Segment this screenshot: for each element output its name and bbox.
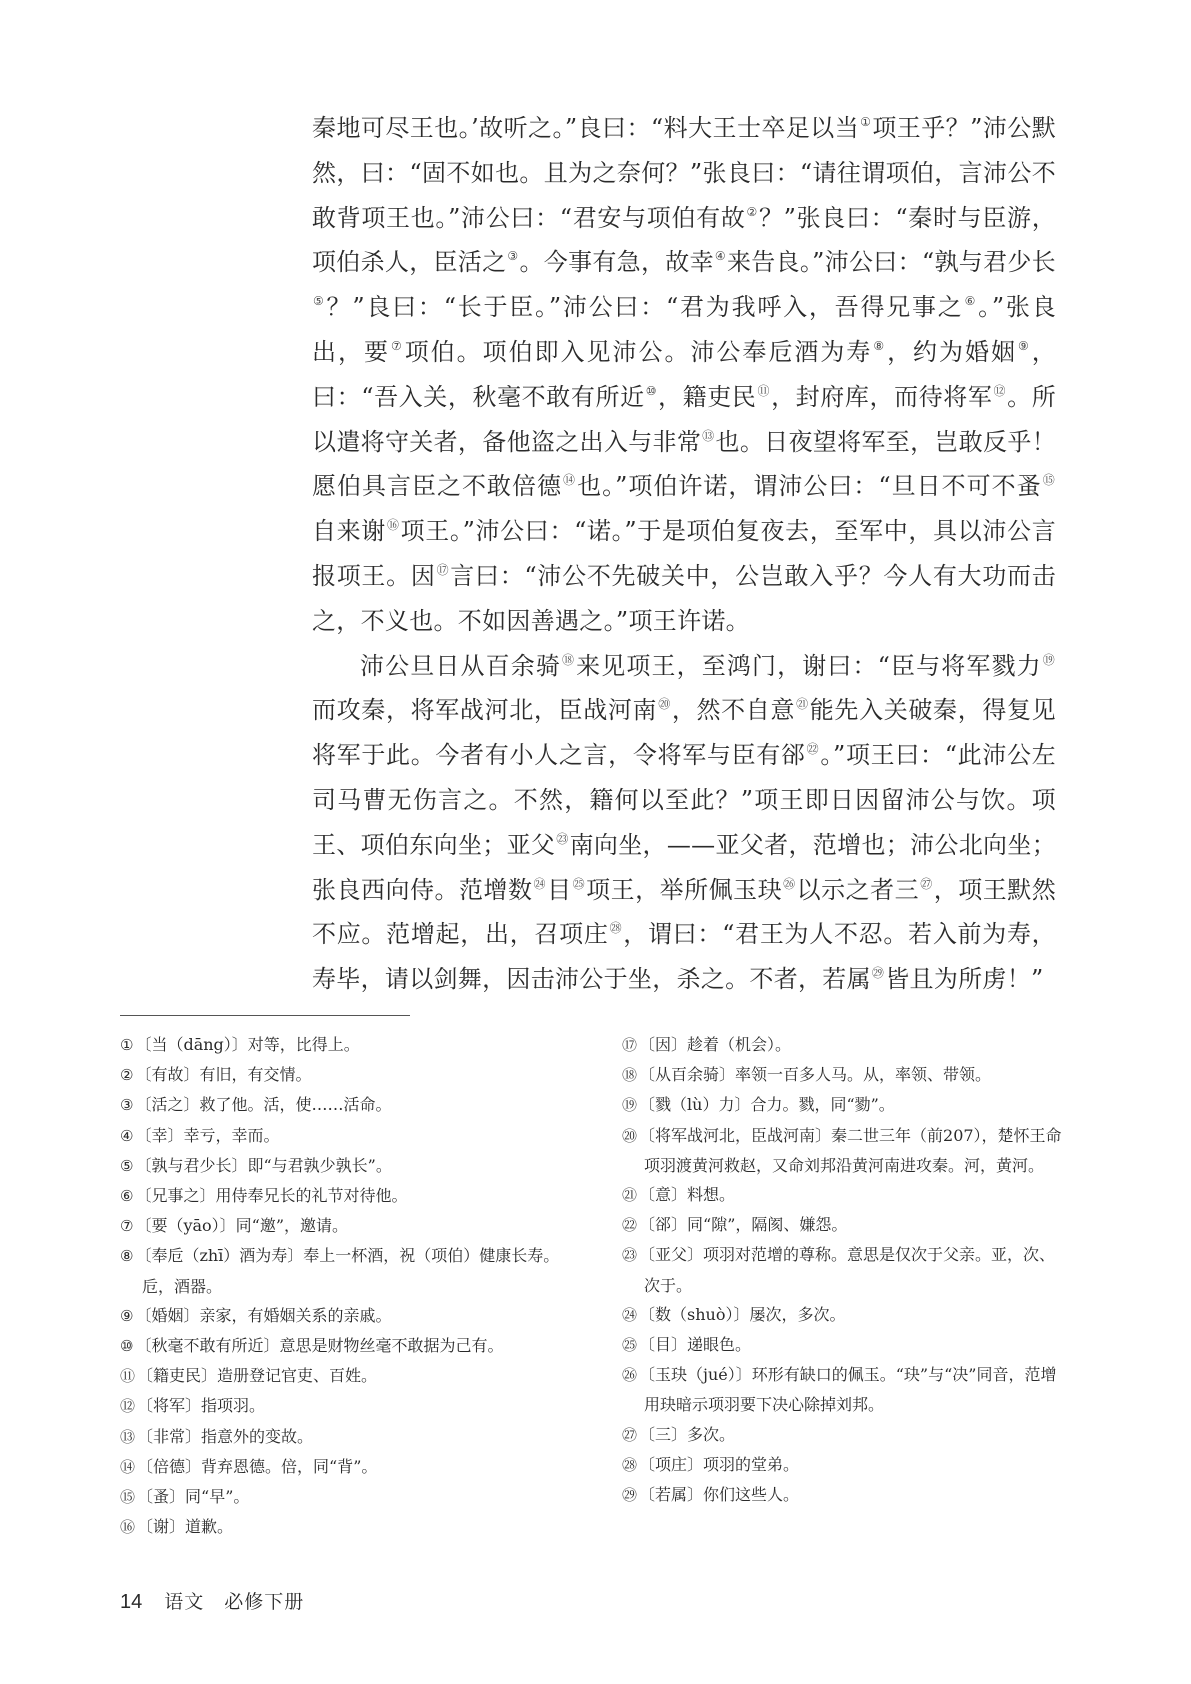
text-run: 。”张良出，要: [312, 293, 1057, 366]
footnote-item: [622, 1480, 1062, 1510]
footnote-text: 〔郤〕同“隙”，隔阂、嫌怨。: [639, 1215, 848, 1235]
footnote-item: [120, 1181, 560, 1211]
text-run: 也。”项伯许诺，谓沛公曰：“旦日不可不蚤: [577, 472, 1042, 501]
footnote-marker: ⑦: [390, 338, 404, 353]
footnote-marker: ⑯: [386, 518, 400, 533]
footnote-item: [622, 1420, 1062, 1450]
footnote-text: 〔三〕多次。: [639, 1424, 736, 1444]
footnote-text: 〔亚父〕项羽对范增的尊称。意思是仅次于父亲。亚，次、次于。: [639, 1245, 1056, 1295]
footnote-number: ⑰: [622, 1036, 638, 1054]
footnote-marker: ①: [860, 115, 872, 129]
text-run: 。今事有急，故幸: [519, 248, 714, 277]
footnote-item: [622, 1360, 1062, 1419]
page-footer: [120, 1587, 304, 1614]
footnote-marker: ⑲: [1042, 652, 1055, 667]
footnote-marker: ㉓: [556, 831, 569, 846]
book-title: 语文 必修下册: [164, 1591, 305, 1613]
footnote-number: ㉓: [622, 1246, 638, 1265]
footnote-text: 〔项庄〕项羽的堂弟。: [639, 1454, 800, 1474]
footnote-number: ⑲: [622, 1096, 638, 1115]
text-run: 秦地可尽王也。’故听之。”良曰：“料大王士卒足以当: [312, 114, 860, 142]
footnote-number: ㉘: [622, 1455, 638, 1474]
footnotes-right-column: [622, 1030, 1062, 1510]
footnote-marker: ㉙: [871, 966, 885, 981]
footnote-marker: ㉗: [920, 876, 933, 891]
text-run: ，封府库，而待将军: [771, 382, 993, 411]
text-run: 来告良。”沛公曰：“孰与君少长: [726, 248, 1056, 277]
footnotes-left-column: [120, 1030, 560, 1542]
footnote-marker: ⑨: [1017, 338, 1031, 353]
text-run: 项王乎？”沛公默然，曰：“固不如也。且为之奈何？”张良曰：“请往谓项伯，言沛公不敢背项王也。”沛公曰：“君安与项伯有故: [312, 114, 1057, 232]
footnote-marker: ⑬: [702, 428, 715, 443]
footnote-number: ⑥: [120, 1187, 134, 1206]
footnote-item: [120, 1211, 560, 1241]
text-run: ？”张良曰：“秦时与臣游，项伯杀人，臣活之: [312, 203, 1056, 277]
footnote-item: [120, 1391, 560, 1421]
footnote-text: 〔当（dāng）〕对等，比得上。: [135, 1035, 360, 1054]
footnote-text: 〔目〕递眼色。: [639, 1335, 752, 1355]
footnote-text: 〔将军〕指项羽。: [137, 1396, 266, 1416]
footnote-item: [120, 1030, 560, 1060]
text-run: ，项王默然不应。范增起，出，召项庄: [312, 875, 1057, 949]
footnote-number: ⑮: [120, 1488, 136, 1507]
footnote-marker: ㉘: [609, 921, 623, 936]
text-run: 而攻秦，将军战河北，臣战河南: [312, 696, 658, 725]
text-run: 项伯。项伯即入见沛公。沛公奉卮酒为寿: [404, 337, 873, 366]
footnote-text: 〔幸〕幸亏，幸而。: [135, 1125, 280, 1145]
footnote-text: 〔戮（lù）力〕合力。戮，同“勠”。: [639, 1095, 895, 1115]
footnote-marker: ⑧: [873, 338, 887, 353]
footnote-item: [120, 1151, 560, 1181]
footnote-marker: ⑮: [1042, 473, 1055, 488]
footnote-number: ⑪: [120, 1367, 136, 1386]
footnote-item: [120, 1331, 560, 1361]
footnote-text: 〔因〕趁着（机会）。: [639, 1035, 792, 1054]
footnote-item: [120, 1422, 560, 1452]
footnote-text: 〔活之〕救了他。活，使……活命。: [135, 1095, 392, 1115]
footnote-text: 〔孰与君少长〕即“与君孰少孰长”。: [135, 1155, 392, 1175]
footnote-number: ㉑: [622, 1186, 638, 1205]
footnote-number: ㉙: [622, 1486, 638, 1505]
text-run: 沛公旦日从百余骑: [360, 651, 561, 680]
footnote-text: 〔籍吏民〕造册登记官吏、百姓。: [137, 1366, 378, 1386]
footnote-marker: ②: [746, 204, 758, 219]
footnote-item: [622, 1450, 1062, 1480]
footnote-item: [622, 1090, 1062, 1120]
footnote-number: ⑦: [120, 1217, 134, 1236]
footnote-text: 〔兄事之〕用侍奉兄长的礼节对待他。: [135, 1186, 408, 1206]
text-run: 项王。”沛公曰：“诺。”于是项伯复夜去，至军中，具以沛公言报项王。因: [312, 517, 1056, 590]
footnote-number: ④: [120, 1126, 134, 1145]
footnote-item: [120, 1512, 560, 1542]
text-run: 南向坐，——亚父者，范增也；沛公北向坐；张良西向侍。范增数: [312, 830, 1057, 904]
footnote-number: ③: [120, 1096, 134, 1115]
footnote-item: [622, 1030, 1062, 1060]
footnote-marker: ③: [507, 249, 519, 264]
text-run: 目: [547, 875, 572, 904]
footnote-text: 〔奉卮（zhī）酒为寿〕奉上一杯酒，祝（项伯）健康长寿。卮，酒器。: [135, 1246, 560, 1296]
text-run: ，约为婚姻: [887, 337, 1017, 366]
footnote-text: 〔婚姻〕亲家，有婚姻关系的亲戚。: [135, 1305, 392, 1325]
footnote-text: 〔倍德〕背弃恩德。倍，同“背”。: [137, 1456, 378, 1476]
footnote-marker: ⑫: [993, 383, 1007, 398]
footnote-marker: ⑰: [436, 562, 450, 577]
text-run: 自来谢: [312, 517, 386, 546]
footnote-divider: [120, 1015, 410, 1016]
footnote-item: [120, 1482, 560, 1512]
page-number: 14: [120, 1591, 143, 1613]
footnote-number: ⑧: [120, 1247, 134, 1266]
footnote-number: ㉗: [622, 1425, 638, 1444]
footnote-marker: ⑥: [964, 294, 978, 309]
text-run: 能先入关破秦，得复见将军于此。今者有小人之言，令将军与臣有郤: [312, 696, 1056, 770]
footnote-item: [120, 1060, 560, 1090]
footnote-marker: ⑱: [561, 652, 576, 667]
footnote-number: ㉔: [622, 1305, 638, 1324]
footnote-number: ⑬: [120, 1427, 136, 1446]
footnote-item: [622, 1180, 1062, 1210]
footnote-marker: ㉕: [572, 876, 586, 891]
footnote-item: [622, 1060, 1062, 1090]
text-run: 项王，举所佩玉玦: [586, 875, 783, 904]
footnote-text: 〔秋毫不敢有所近〕意思是财物丝毫不敢据为己有。: [135, 1336, 504, 1356]
footnote-number: ⑱: [622, 1066, 638, 1085]
footnote-item: [120, 1452, 560, 1482]
footnote-text: 〔若属〕你们这些人。: [639, 1485, 800, 1505]
footnote-text: 〔数（shuò）〕屡次，多次。: [639, 1304, 846, 1324]
footnote-number: ⑤: [120, 1156, 134, 1175]
text-run: ，然不自意: [671, 696, 796, 725]
footnote-number: ②: [120, 1066, 134, 1085]
footnote-number: ㉖: [622, 1366, 638, 1385]
footnote-text: 〔玉玦（jué）〕环形有缺口的佩玉。“玦”与“决”同音，范增用玦暗示项羽要下决心除掉刘邦。: [639, 1365, 1057, 1415]
footnote-text: 〔意〕料想。: [639, 1185, 736, 1205]
footnote-text: 〔要（yāo）〕同“邀”，邀请。: [135, 1216, 349, 1236]
footnote-marker: ⑪: [757, 383, 771, 398]
footnote-marker: ⑩: [645, 383, 658, 398]
footnote-item: [120, 1241, 560, 1300]
text-run: 。”项王曰：“此沛公左司马曹无伤言之。不然，籍何以至此？”项王即日因留沛公与饮。项王、项伯东向坐；亚父: [312, 741, 1056, 859]
footnote-text: 〔有故〕有旧，有交情。: [135, 1065, 312, 1085]
footnote-item: [622, 1121, 1062, 1180]
footnote-text: 〔从百余骑〕率领一百多人马。从，率领、带领。: [639, 1065, 992, 1085]
main-text: [312, 106, 1056, 1002]
footnote-marker: ㉒: [806, 742, 820, 757]
footnote-item: [622, 1330, 1062, 1360]
footnote-text: 〔蚤〕同“早”。: [137, 1487, 250, 1507]
footnote-marker: ⑳: [658, 697, 671, 712]
footnote-item: [120, 1301, 560, 1331]
text-run: 言曰：“沛公不先破关中，公岂敢入乎？今人有大功而击之，不义也。不如因善遇之。”项王许诺。: [312, 561, 1056, 635]
text-run: 来见项王，至鸿门，谢曰：“臣与将军戮力: [576, 651, 1042, 680]
text-run: 。所以遣将守关者，备他盗之出入与非常: [312, 382, 1056, 456]
footnote-marker: ⑭: [563, 473, 577, 488]
footnote-item: [120, 1090, 560, 1120]
footnote-text: 〔谢〕道歉。: [137, 1517, 234, 1537]
footnote-marker: ⑤: [313, 294, 326, 309]
footnote-number: ⑩: [120, 1337, 134, 1356]
footnote-number: ⑨: [120, 1306, 134, 1325]
footnote-marker: ㉖: [783, 876, 796, 891]
footnote-item: [622, 1210, 1062, 1240]
paragraph-2: [312, 644, 1056, 1002]
footnote-number: ①: [120, 1036, 134, 1054]
footnote-item: [622, 1300, 1062, 1330]
paragraph-1: [312, 106, 1056, 644]
footnote-item: [622, 1240, 1062, 1299]
footnote-number: ⑯: [120, 1518, 136, 1537]
text-run: ，谓曰：“君王为人不忍。若入前为寿，寿毕，请以剑舞，因击沛公于坐，杀之。不者，若属: [312, 920, 1056, 994]
footnote-marker: ㉑: [796, 697, 809, 712]
text-run: 皆且为所虏！”: [885, 965, 1044, 994]
text-run: 以示之者三: [796, 875, 920, 904]
footnote-number: ㉒: [622, 1216, 638, 1235]
footnote-marker: ㉔: [533, 876, 547, 891]
text-run: ，曰：“吾入关，秋毫不敢有所近: [312, 337, 1057, 411]
footnote-number: ⑫: [120, 1397, 136, 1416]
footnote-number: ⑳: [622, 1126, 638, 1145]
footnote-item: [120, 1121, 560, 1151]
footnote-number: ㉕: [622, 1336, 638, 1355]
text-run: 也。日夜望将军至，岂敢反乎！愿伯具言臣之不敢倍德: [312, 427, 1056, 501]
text-run: ？”良曰：“长于臣。”沛公曰：“君为我呼入，吾得兄事之: [326, 293, 964, 322]
footnote-text: 〔将军战河北，臣战河南〕秦二世三年（前207），楚怀王命项羽渡黄河救赵，又命刘邦沿黄河南进攻秦。河，黄河。: [639, 1125, 1062, 1175]
footnote-number: ⑭: [120, 1457, 136, 1476]
footnote-marker: ④: [714, 249, 726, 264]
footnote-item: [120, 1361, 560, 1391]
text-run: ，籍吏民: [658, 382, 757, 411]
footnote-text: 〔非常〕指意外的变故。: [137, 1426, 314, 1446]
